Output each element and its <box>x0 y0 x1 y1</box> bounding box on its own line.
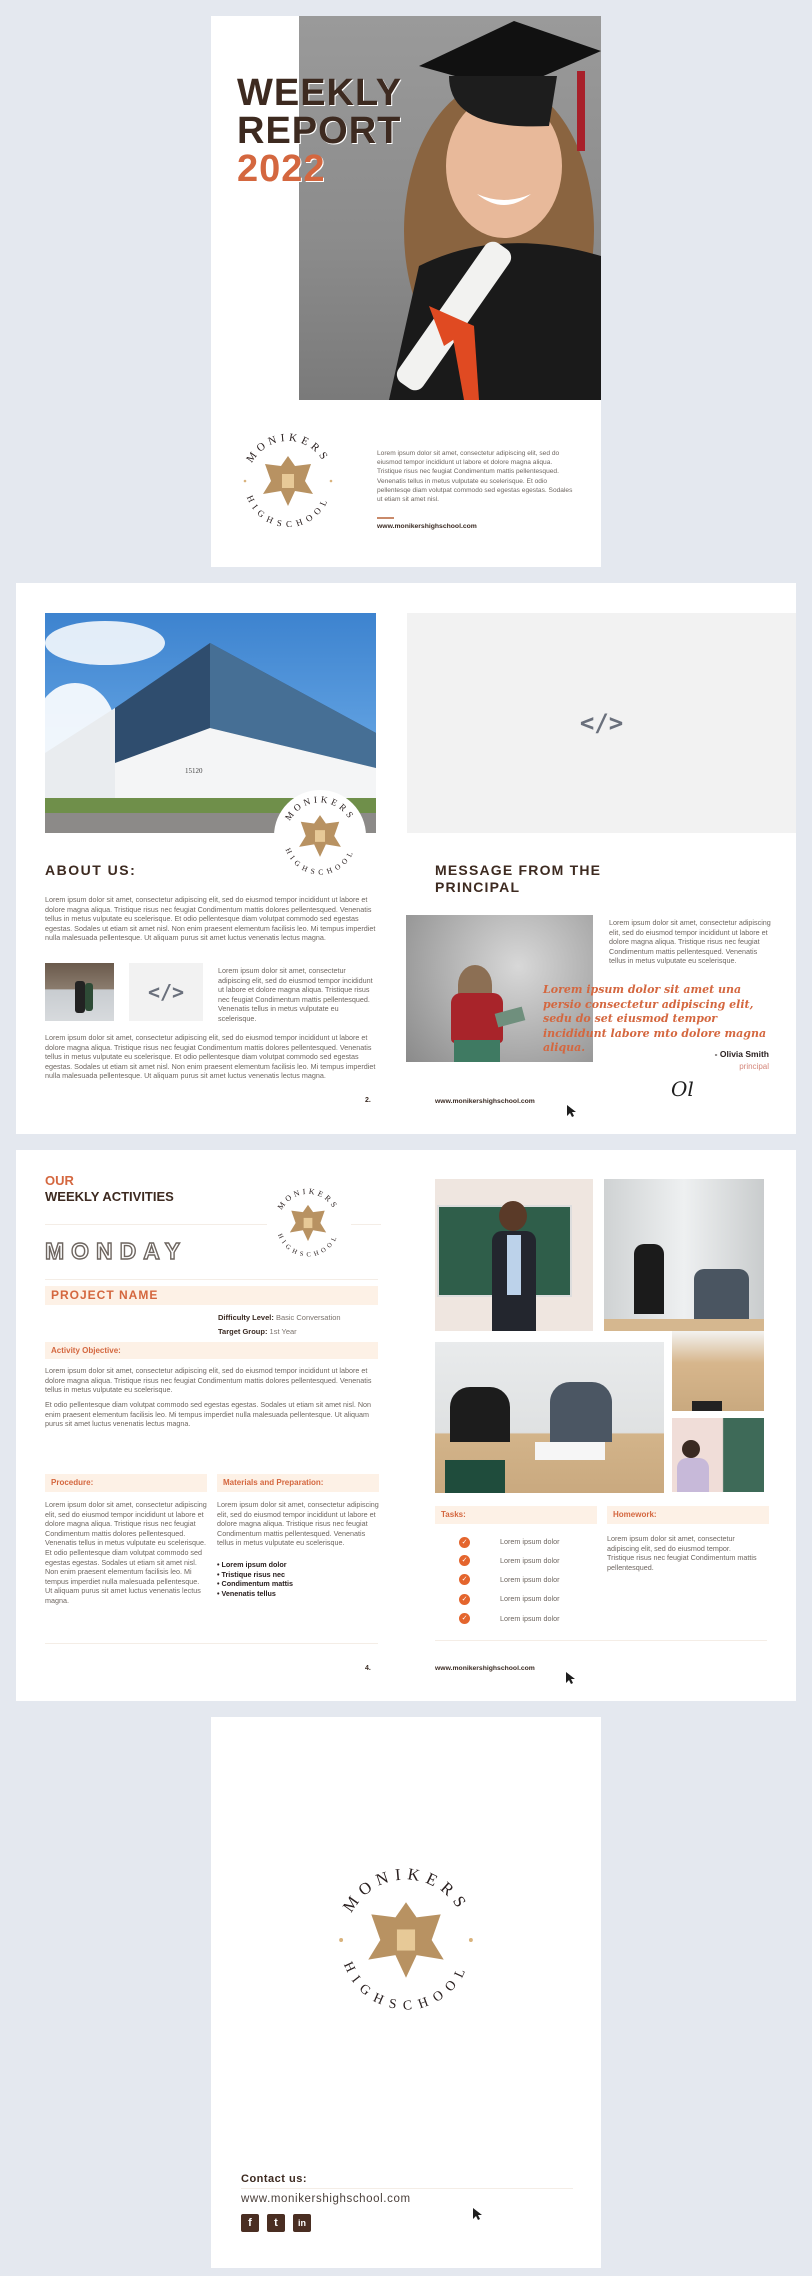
social-links <box>241 2214 311 2232</box>
svg-text:HIGHSCHOOL: HIGHSCHOOL <box>283 846 357 877</box>
principal-heading-line-2: PRINCIPAL <box>435 879 521 895</box>
svg-text:MONIKERS: MONIKERS <box>282 794 358 823</box>
check-circle-icon: ✓ <box>459 1574 470 1585</box>
project-name: PROJECT NAME <box>51 1288 159 1302</box>
teacher-chalkboard-photo <box>435 1179 593 1331</box>
spread-about-principal <box>16 583 796 1134</box>
title-line-2: REPORT <box>237 110 402 152</box>
cover-website-link[interactable]: www.monikershighschool.com <box>377 523 477 530</box>
school-logo <box>233 426 343 536</box>
difficulty-value: Basic Conversation <box>275 1313 341 1322</box>
accent-rule <box>377 517 394 519</box>
check-circle-icon: ✓ <box>459 1613 470 1624</box>
divider <box>45 1224 267 1225</box>
procedure-text: Lorem ipsum dolor sit amet, consectetur adipiscing elit, sed do eiusmod tempor incididunt ut labore et dolore magna aliqua. Tristique risus nec feugiat Condimentum mattis dolores pellentesqued. Venenatis tellus in metus vulputate eu scelerisque. Et odio pellentesque diam volutpat commodo sed egestas egestas. Sodales ut etiam sit amet nisl. Non enim praesent elementum facilisis leo. Mi tempus imperdiet nulla malesuada pellentesque. Ut aliquam purus sit amet luctus venenatis lectus magna. <box>45 1500 207 1605</box>
difficulty-label: Difficulty Level: <box>218 1313 274 1322</box>
tasks-band <box>435 1506 597 1524</box>
procedure-label: Procedure: <box>51 1478 94 1487</box>
materials-label: Materials and Preparation: <box>223 1478 324 1487</box>
project-name-band <box>45 1286 378 1305</box>
homework-label: Homework: <box>613 1510 657 1519</box>
materials-list-item: • Tristique risus nec <box>217 1569 286 1579</box>
table-photo <box>672 1331 764 1411</box>
cover-page <box>211 16 601 567</box>
task-text: Lorem ipsum dolor <box>500 1555 560 1565</box>
school-logo-large <box>323 1857 489 2023</box>
divider <box>351 1224 381 1225</box>
back-cover-page <box>211 1717 601 2268</box>
objective-paragraph-1: Lorem ipsum dolor sit amet, consectetur adipiscing elit, sed do eiusmod tempor incididunt ut labore et dolore magna aliqua. Tristique risus nec feugiat Condimentum mattis dolores pellentesqued. Venenatis tellus in metus vulputate eu scelerisque. <box>45 1366 372 1395</box>
objective-label: Activity Objective: <box>51 1346 121 1355</box>
divider <box>45 1643 378 1644</box>
activities-heading-our: OUR <box>45 1173 74 1188</box>
svg-text:MONIKERS: MONIKERS <box>275 1186 341 1212</box>
mouse-cursor-icon <box>472 2207 484 2221</box>
target-row <box>218 1327 297 1336</box>
homework-band <box>607 1506 769 1524</box>
day-label: MONDAY <box>45 1238 188 1264</box>
divider <box>435 1640 767 1641</box>
svg-text:15120: 15120 <box>185 767 203 775</box>
about-paragraph-2: Lorem ipsum dolor sit amet, consectetur adipiscing elit, sed do eiusmod tempor incididunt ut labore et dolore magna aliqua. Tristique risus nec feugiat Condimentum mattis dolores pellentesqued. Venenatis tellus in metus vulputate eu scelerisque. Et odio pellentesque diam volutpat commodo sed egestas egestas. Sodales ut etiam sit amet nisl. Non enim praesent elementum facilisis leo. Mi tempus imperdiet nulla malesuada pellentesque. Ut aliquam purus sit amet luctus venenatis lectus magna. <box>45 1033 376 1081</box>
principal-website-link[interactable]: www.monikershighschool.com <box>435 1098 535 1105</box>
eagle-crest-icon <box>368 1902 443 1977</box>
objective-band <box>45 1342 378 1359</box>
couple-photo <box>45 963 114 1021</box>
school-logo-badge <box>274 790 366 882</box>
principal-heading-line-1: MESSAGE FROM THE <box>435 862 602 878</box>
check-circle-icon: ✓ <box>459 1537 470 1548</box>
divider <box>45 1279 378 1280</box>
title-line-1: WEEKLY <box>237 72 403 114</box>
difficulty-row <box>218 1313 341 1322</box>
svg-text:HIGHSCHOOL: HIGHSCHOOL <box>244 493 332 530</box>
contact-website-link[interactable]: www.monikershighschool.com <box>241 2193 411 2205</box>
principal-heading <box>435 862 601 896</box>
task-item[interactable] <box>459 1570 560 1589</box>
task-item[interactable] <box>459 1551 560 1570</box>
teacher-pointing-photo <box>672 1418 764 1492</box>
homework-paragraph-1: Lorem ipsum dolor sit amet, consectetur adipiscing elit, sed do eiusmod tempor. <box>607 1534 735 1553</box>
materials-text: Lorem ipsum dolor sit amet, consectetur adipiscing elit, sed do eiusmod tempor incididunt ut labore et dolore magna aliqua. Tristique risus nec feugiat Condimentum mattis pellentesqued. Venenatis tellus in metus vulputate eu scelerisque. <box>217 1500 379 1548</box>
code-icon: </> <box>147 980 185 1004</box>
study-group-photo <box>435 1342 664 1493</box>
image-placeholder-large <box>407 613 796 833</box>
cover-intro-text: Lorem ipsum dolor sit amet, consectetur adipiscing elit, sed do eiusmod tempor incididunt ut labore et dolore magna aliqua. Tristique risus nec feugiat Condimentum mattis pellentesqued. Venenatis tellus in metus vulputate eu scelerisque. Et odio pellentesqe diam volutpat commodo sed egestas egestas. Sodales ut etiam sit amet nisl. <box>377 450 573 504</box>
homework-paragraph-2: Tristique risus nec feugiat Condimentum mattis pellentesqued. <box>607 1553 757 1572</box>
principal-quote: Lorem ipsum dolor sit amet una persio consectetur adipiscing elit, sedu do set eiusmod tempor incididunt labore mto dolore magna aliqua. <box>543 983 767 1054</box>
svg-text:MONIKERS: MONIKERS <box>338 1864 474 1916</box>
linkedin-icon[interactable]: in <box>293 2214 311 2232</box>
procedure-band <box>45 1474 207 1492</box>
page-number: 4. <box>365 1665 371 1672</box>
task-text: Lorem ipsum dolor <box>500 1594 560 1604</box>
about-paragraph-1: Lorem ipsum dolor sit amet, consectetur adipiscing elit, sed do eiusmod tempor incididunt ut labore et dolore magna aliqua. Tristique risus nec feugiat Condimentum mattis dolores pellentesqued. Venenatis tellus in metus vulputate eu scelerisque. Et odio pellentesque diam volutpat commodo sed egestas egestas. Sodales ut etiam sit amet nisl. Non enim praesent elementum facilisis leo. Mi tempus imperdiet nulla malesuada pellentesque. Ut aliquam purus sit amet luctus venenatis lectus magna. <box>45 895 376 943</box>
contact-label: Contact us: <box>241 2173 307 2185</box>
code-icon: </> <box>579 709 624 737</box>
materials-band <box>217 1474 379 1492</box>
page-number: 2. <box>365 1097 371 1104</box>
divider <box>241 2188 573 2189</box>
target-value: 1st Year <box>269 1327 297 1336</box>
task-item[interactable] <box>459 1609 560 1628</box>
tasks-label: Tasks: <box>441 1510 466 1519</box>
eagle-crest-icon <box>263 456 313 506</box>
spread-weekly-activities <box>16 1150 796 1701</box>
task-list <box>459 1533 560 1628</box>
svg-text:HIGHSCHOOL: HIGHSCHOOL <box>340 1959 472 2013</box>
title-year: 2022 <box>237 148 326 190</box>
task-text: Lorem ipsum dolor <box>500 1537 560 1547</box>
twitter-icon[interactable]: t <box>267 2214 285 2232</box>
mouse-cursor-icon <box>565 1671 577 1685</box>
mouse-cursor-icon <box>566 1104 578 1118</box>
about-side-text: Lorem ipsum dolor sit amet, consectetur adipiscing elit, sed do eiusmod tempor incididunt ut labore et dolore magna aliqua. Tristique risus nec feugiat Condimentum mattis pellentesqued. Venenatis tellus in metus vulputate eu scelerisque. <box>218 966 373 1023</box>
objective-paragraph-2: Et odio pellentesque diam volutpat commodo sed egestas egestas. Sodales ut etiam sit amet nisl. Non enim praesent elementum facilisis leo. Mi tempus imperdiet nulla malesuada pellentesque. Ut aliquam purus sit amet luctus venenatis lectus magna. <box>45 1400 372 1429</box>
school-logo-small <box>268 1183 348 1263</box>
materials-list-item: • Lorem ipsum dolor <box>217 1560 287 1569</box>
task-item[interactable] <box>459 1589 560 1609</box>
check-circle-icon: ✓ <box>459 1555 470 1566</box>
cover-title <box>237 74 402 188</box>
principal-text: Lorem ipsum dolor sit amet, consectetur adipiscing elit, sed do eiusmod tempor incididunt ut labore et dolore magna aliqua. Tristique risus nec feugiat Condimentum mattis pellentesqued. Venenatis tellus in metus vulputate eu scelerisque. <box>609 918 771 966</box>
task-text: Lorem ipsum dolor <box>500 1613 560 1623</box>
facebook-icon[interactable]: f <box>241 2214 259 2232</box>
activities-heading: WEEKLY ACTIVITIES <box>45 1189 174 1204</box>
activities-website-link[interactable]: www.monikershighschool.com <box>435 1665 535 1672</box>
materials-list-item: • Venenatis tellus <box>217 1588 276 1598</box>
target-label: Target Group: <box>218 1327 268 1336</box>
image-placeholder-small <box>129 963 203 1021</box>
check-circle-icon: ✓ <box>459 1594 470 1605</box>
materials-list-item: • Condimentum mattis <box>217 1579 293 1588</box>
principal-role: principal <box>739 1062 769 1071</box>
svg-text:MONIKERS: MONIKERS <box>244 431 332 466</box>
task-item[interactable] <box>459 1533 560 1551</box>
principal-name: - Olivia Smith <box>714 1049 769 1059</box>
svg-text:HIGHSCHOOL: HIGHSCHOOL <box>276 1232 340 1259</box>
tutoring-photo <box>604 1179 764 1331</box>
materials-list <box>217 1560 293 1598</box>
principal-signature: Ol <box>671 1077 694 1101</box>
about-heading: ABOUT US: <box>45 862 137 878</box>
task-text: Lorem ipsum dolor <box>500 1574 560 1584</box>
